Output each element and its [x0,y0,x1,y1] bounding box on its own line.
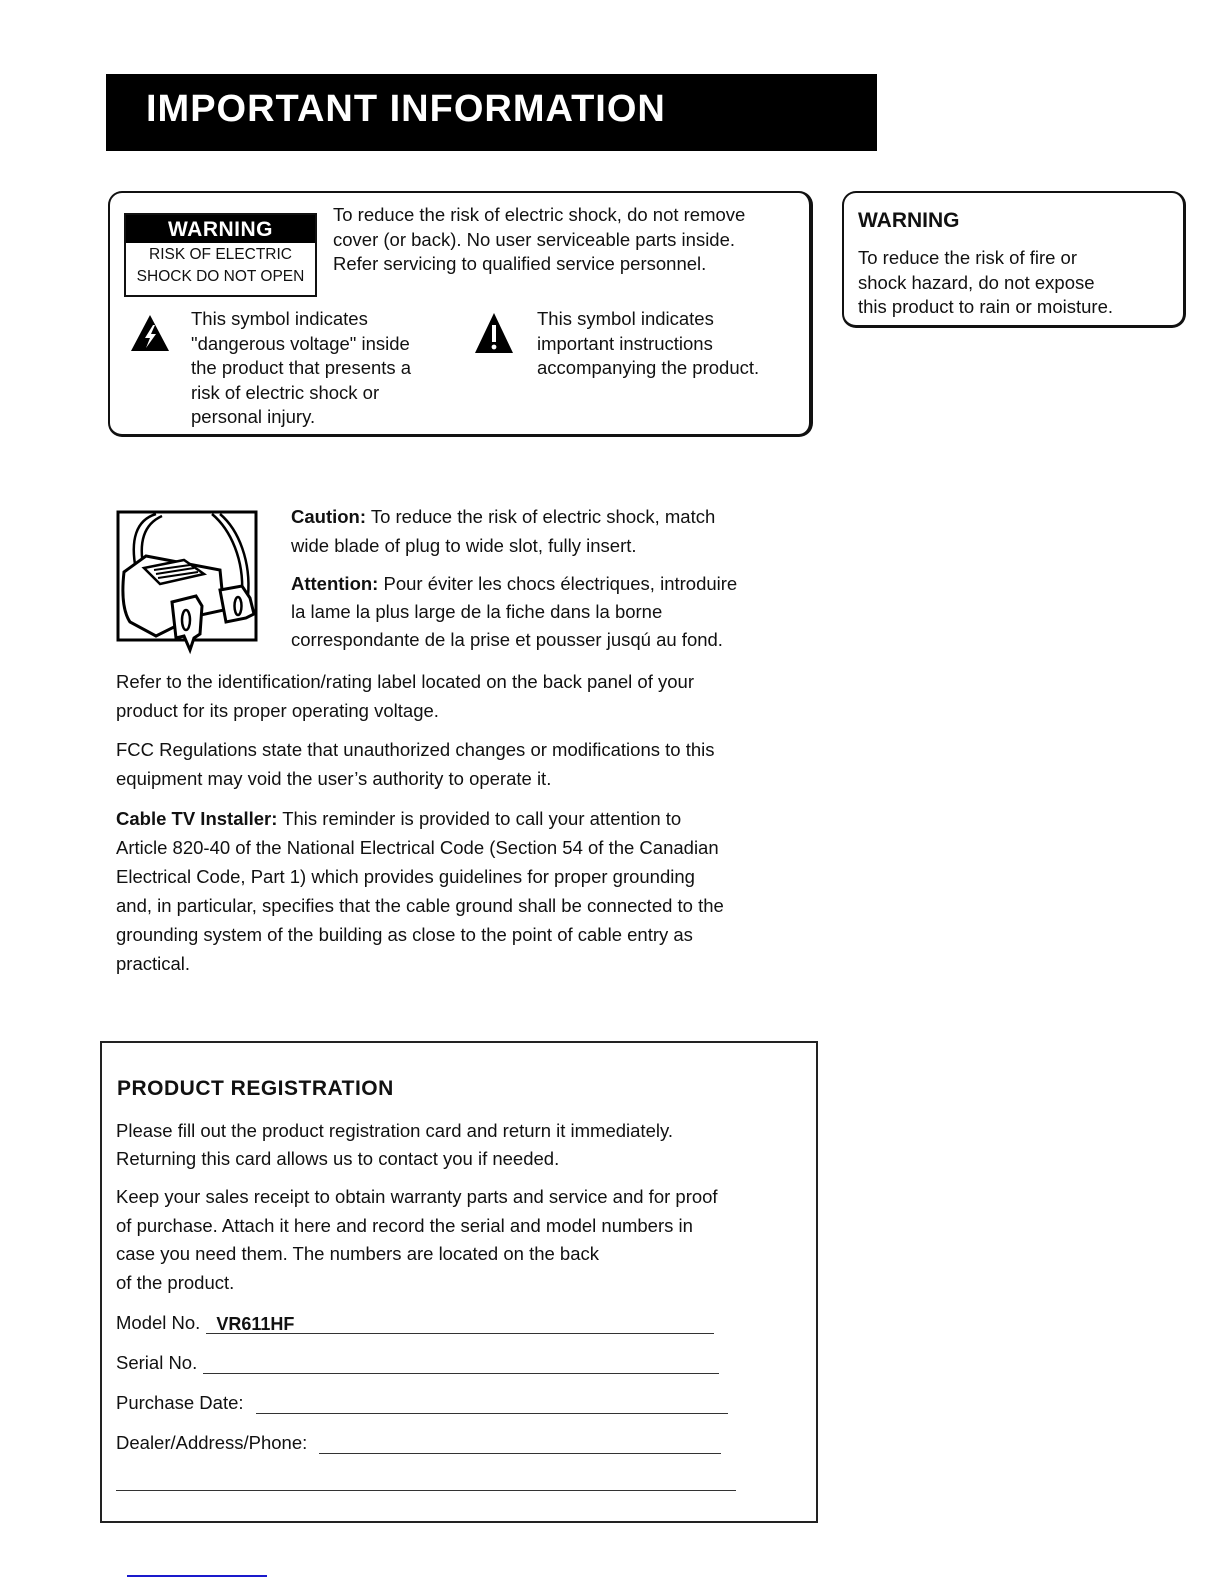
caution-text [291,502,715,560]
attention-label: Attention: [291,573,379,594]
model-number-input[interactable] [206,1313,714,1334]
text-line: the product that presents a [191,357,412,378]
polarized-plug-icon [116,510,264,658]
lightning-warning-triangle-icon [130,314,170,352]
text-line: Returning this card allows us to contact you if needed. [116,1148,560,1169]
text-line: correspondante de la prise et pousser jusqú au fond. [291,629,723,650]
warning-label-line2: SHOCK DO NOT OPEN [136,268,305,285]
purchase-date-field[interactable] [116,1392,728,1414]
text-line: Refer to the identification/rating label located on the back panel of your [116,671,694,692]
side-warning-text [858,246,1178,320]
dealer-field[interactable] [116,1432,721,1454]
text-line: FCC Regulations state that unauthorized changes or modifications to this [116,739,715,760]
dealer-input[interactable] [319,1433,721,1454]
warning-label [124,213,317,297]
text-line: wide blade of plug to wide slot, fully insert. [291,535,637,556]
text-line: To reduce the risk of electric shock, match [366,506,716,527]
fire-hazard-warning-panel [842,191,1186,328]
registration-title: PRODUCT REGISTRATION [117,1077,394,1100]
model-number-field[interactable] [116,1312,714,1334]
text-line: product for its proper operating voltage. [116,700,439,721]
rating-label-paragraph [116,667,694,725]
text-line: This symbol indicates [191,308,368,329]
text-line: shock hazard, do not expose [858,271,1095,293]
serial-number-label: Serial No. [116,1352,198,1373]
side-warning-title: WARNING [858,209,960,232]
text-line: Pour éviter les chocs électriques, introduire [378,573,738,594]
registration-paragraph-1 [116,1117,673,1173]
model-number-value: VR611HF [216,1314,295,1334]
text-line: risk of electric shock or [191,381,380,403]
model-number-label: Model No. [116,1312,201,1333]
text-line: this product to rain or moisture. [858,296,1113,317]
text-line: personal injury. [191,406,316,427]
purchase-date-input[interactable] [256,1393,728,1414]
dealer-extra-line[interactable] [116,1490,736,1491]
text-line: and, in particular, specifies that the cable ground shall be connected to the [116,895,724,916]
text-line: Keep your sales receipt to obtain warranty parts and service and for proof [116,1186,718,1207]
text-line: Please fill out the product registration card and return it immediately. [116,1120,673,1141]
text-line: Article 820-40 of the National Electrical Code (Section 54 of the Canadian [116,837,719,858]
page-title-bar [106,74,877,151]
text-line: grounding system of the building as close to the point of cable entry as [116,924,693,945]
text-line: la lame la plus large de la fiche dans la borne [291,601,663,622]
text-line: To reduce the risk of electric shock, do not remove [333,204,746,225]
text-line: important instructions [537,332,713,354]
cable-installer-paragraph [116,804,724,978]
text-line: case you need them. The numbers are located on the back [116,1243,600,1264]
text-line: of purchase. Attach it here and record the serial and model numbers in [116,1214,693,1236]
text-line: Refer servicing to qualified service personnel. [333,253,707,274]
text-line: Electrical Code, Part 1) which provides guidelines for proper grounding [116,866,695,887]
shock-warning-text [333,203,745,277]
warning-label-head: WARNING [126,215,315,243]
text-line: cover (or back). No user serviceable parts inside. [333,228,736,250]
text-line: practical. [116,953,191,974]
fcc-paragraph [116,735,715,793]
exclamation-warning-triangle-icon [474,312,514,354]
text-line: To reduce the risk of fire or [858,247,1078,268]
text-line: of the product. [116,1271,235,1293]
page-title: IMPORTANT INFORMATION [146,88,666,130]
registration-paragraph-2 [116,1183,718,1297]
text-line: "dangerous voltage" inside [191,332,410,354]
text-line: equipment may void the user’s authority to operate it. [116,768,552,789]
dealer-label: Dealer/Address/Phone: [116,1432,308,1453]
instructions-symbol-text [537,307,759,381]
cable-installer-label: Cable TV Installer: [116,808,278,829]
serial-number-field[interactable] [116,1352,719,1374]
purchase-date-label: Purchase Date: [116,1392,244,1413]
text-line: accompanying the product. [537,357,760,378]
caution-label: Caution: [291,506,367,527]
warning-label-line1: RISK OF ELECTRIC [149,246,292,263]
voltage-symbol-text [191,307,411,430]
footer-divider [127,1575,267,1577]
text-line: This reminder is provided to call your attention to [277,808,682,829]
attention-text [291,570,737,654]
text-line: This symbol indicates [537,308,714,329]
serial-number-input[interactable] [203,1353,719,1374]
